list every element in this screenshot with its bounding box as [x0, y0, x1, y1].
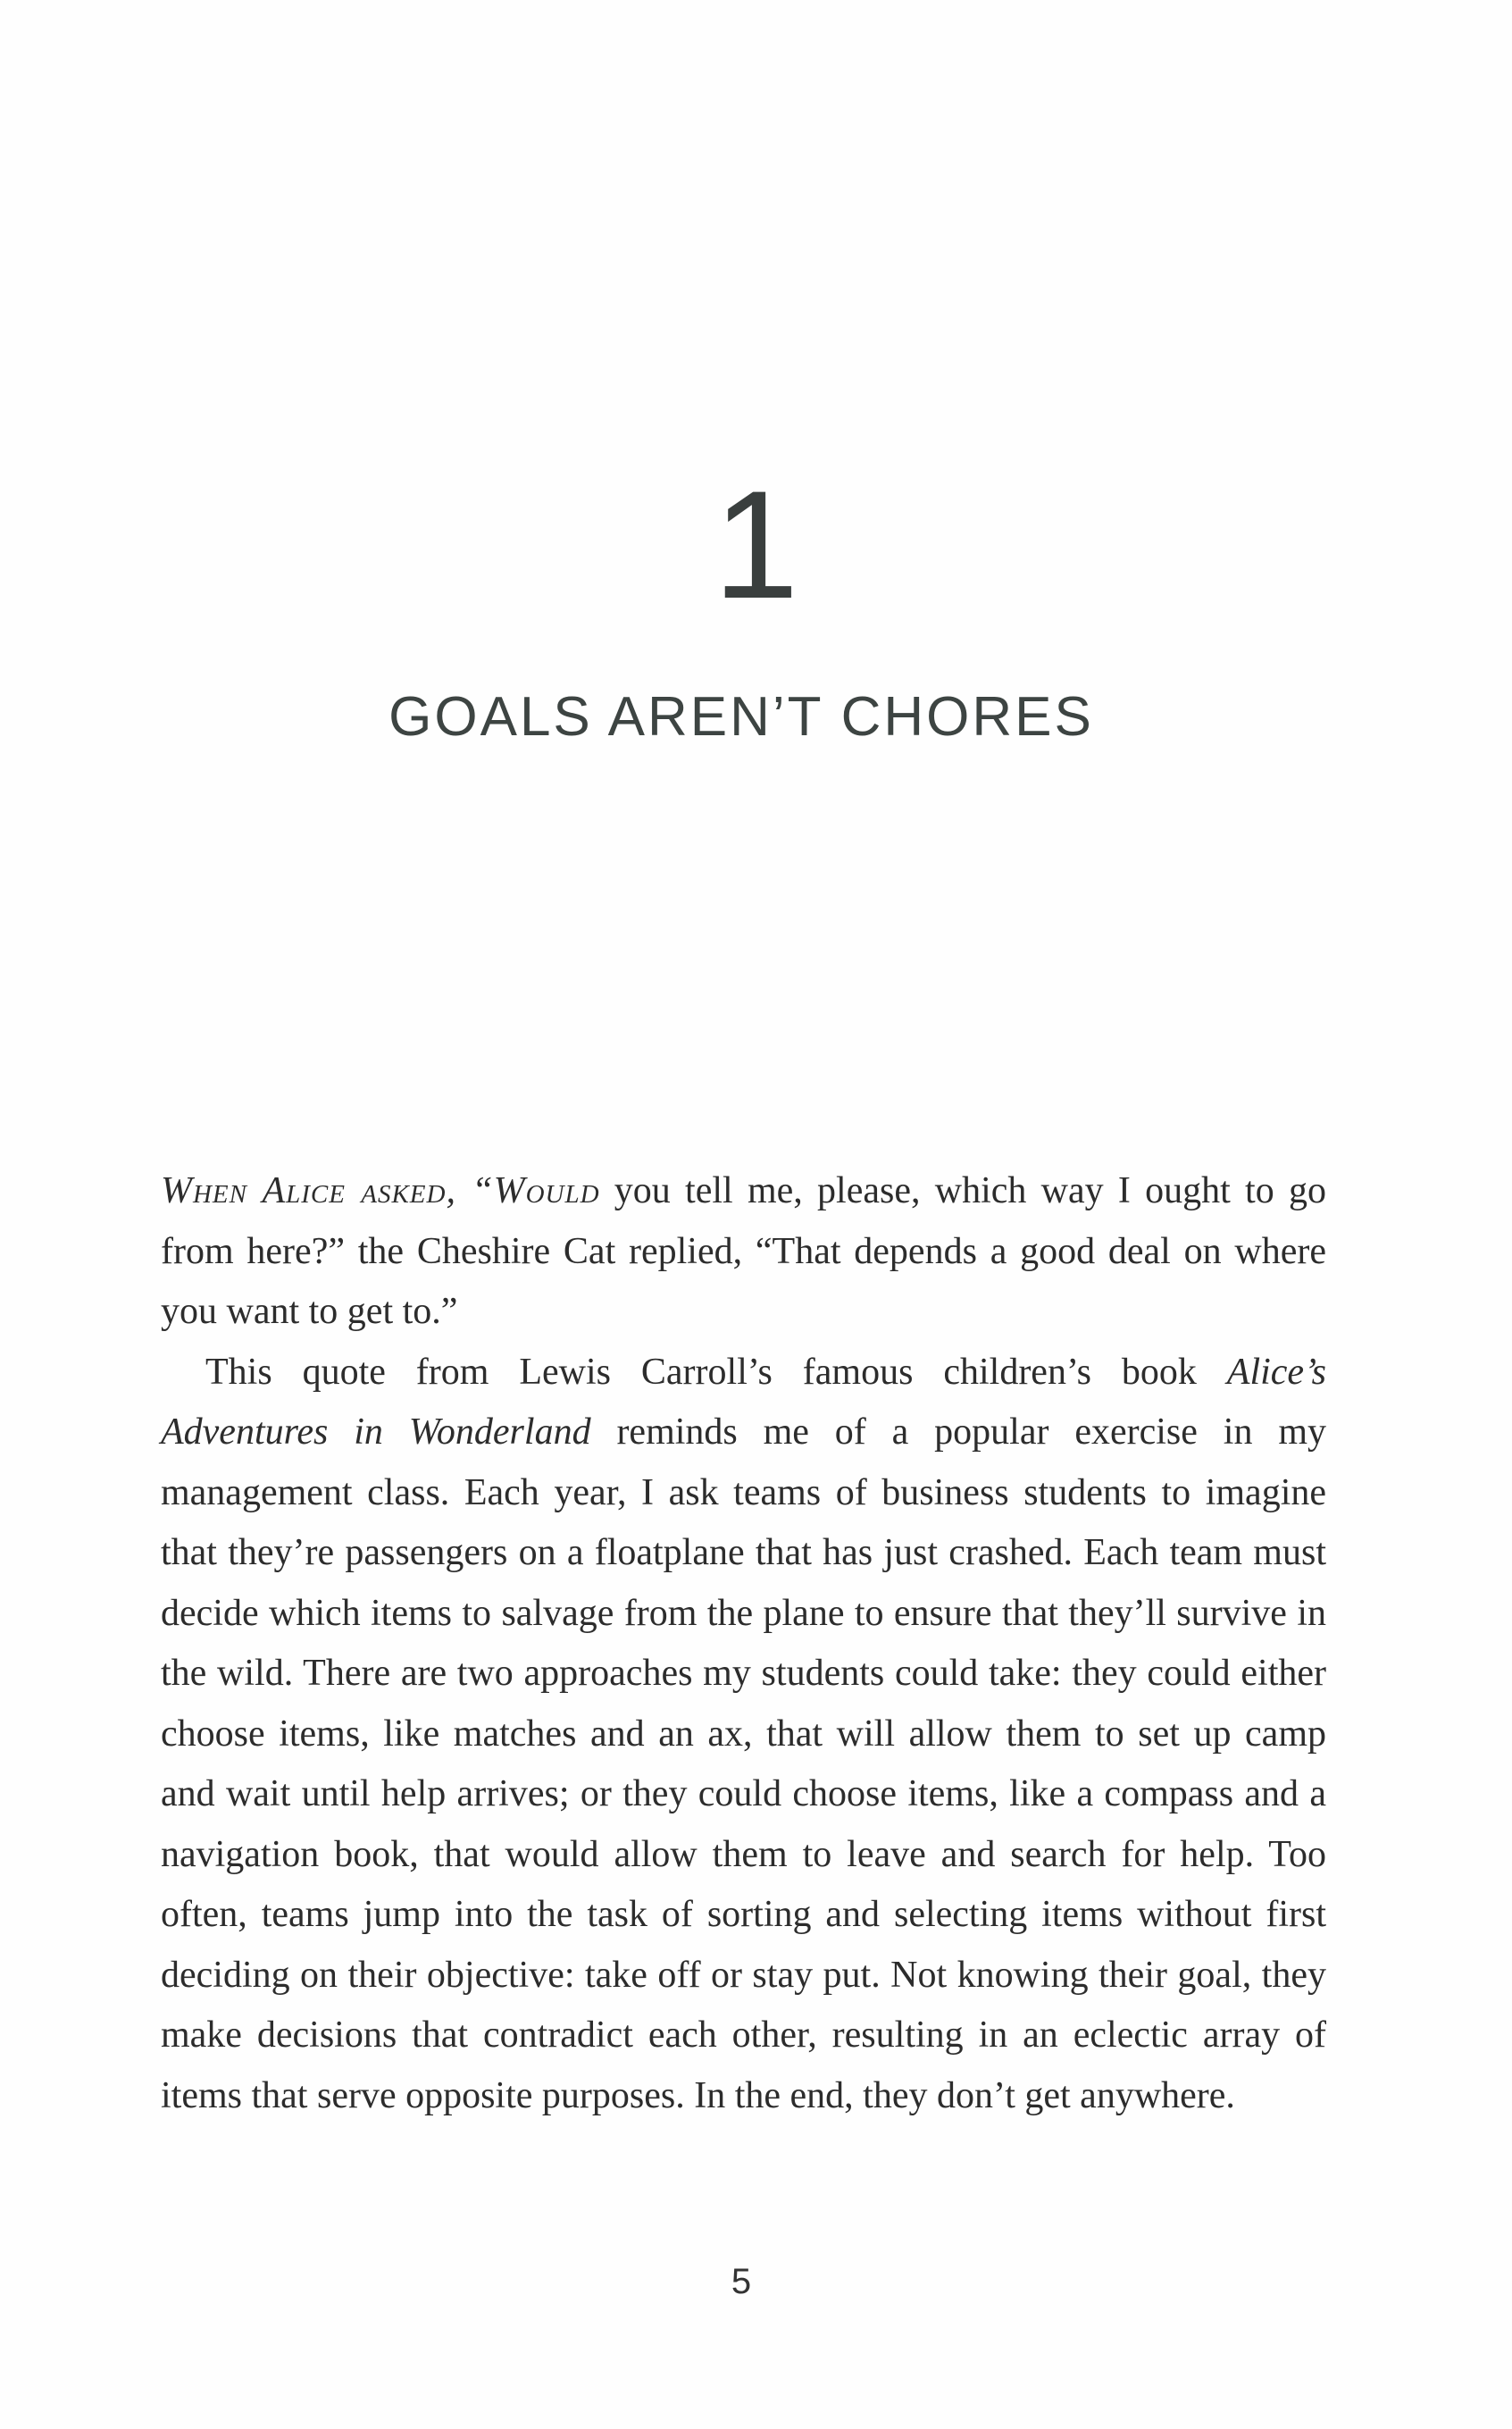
page-number: 5	[731, 2262, 752, 2301]
book-title: Alice’s Adventures in Wonderland	[161, 1351, 1326, 1453]
paragraph-2-text: reminds me of a popular exercise in my management class. Each year, I ask teams of business students to imagine that they’re passengers on a floatplane that has just crashed. Each team must decide which items to salvage from the plane to ensure that they’ll survive in the wild. There are two approaches my students could take: they could either choose items, like matches and an ax, that will allow them to set up camp and wait until help arrives; or they could choose items, like a compass and a navigation book, that would allow them to leave and search for help. Too often, teams jump into the task of sorting and selecting items without first deciding on their objective: take off or stay put. Not knowing their goal, they make decisions that contradict each other, resulting in an eclectic array of items that serve opposite purposes. In the end, they don’t get anywhere.	[161, 1411, 1326, 2116]
paragraph-1-lead: When Alice asked, “Would	[161, 1170, 600, 1211]
chapter-body	[161, 1161, 1326, 2126]
paragraph-1-text: you tell me, please, which way I ought to go from here?” the Cheshire Cat replied, “That depends a good deal on where you want to get to.”	[161, 1170, 1326, 1332]
paragraph-2-start: This quote from Lewis Carroll’s famous children’s book	[205, 1351, 1227, 1393]
chapter-number: 1	[713, 459, 799, 631]
chapter-title: GOALS AREN’T CHORES	[388, 686, 1094, 748]
paragraph-1	[161, 1161, 1326, 1343]
paragraph-2	[161, 1343, 1326, 2127]
